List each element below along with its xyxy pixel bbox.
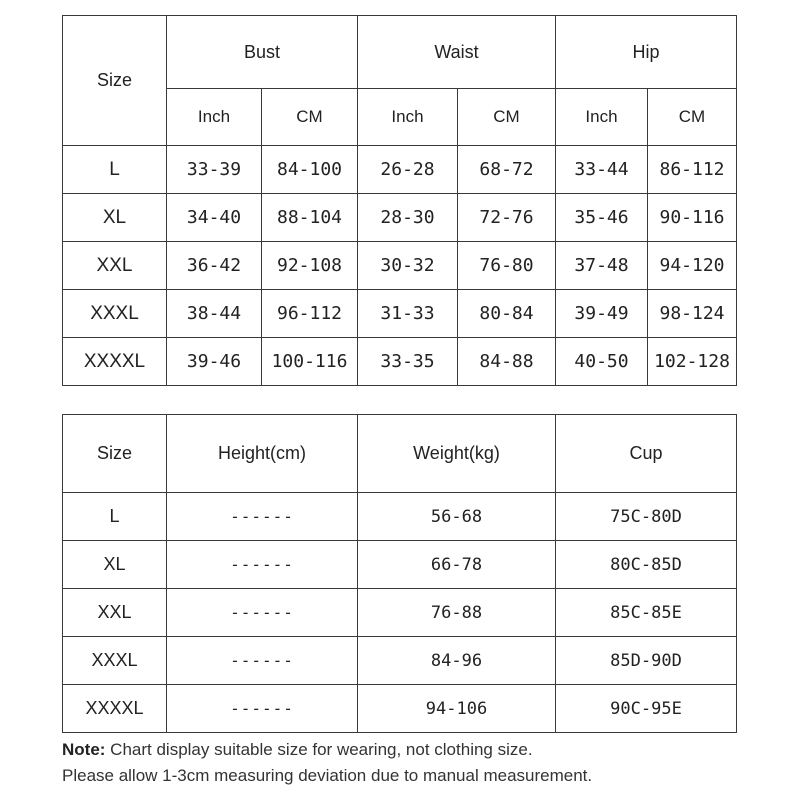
measurement-size-table (62, 15, 737, 386)
cup-cell: 85C-85E (556, 589, 737, 637)
table-row (63, 194, 737, 242)
bust-inch-cell: 33-39 (167, 146, 262, 194)
note-line-1 (62, 740, 533, 760)
table-row (63, 242, 737, 290)
size-cell: XXXXL (63, 338, 167, 386)
height-cell: ------ (167, 541, 358, 589)
waist-cm-cell: 68-72 (458, 146, 556, 194)
waist-cm-cell: 76-80 (458, 242, 556, 290)
bust-inch-cell: 34-40 (167, 194, 262, 242)
weight-column-header: Weight(kg) (358, 415, 556, 493)
table-row (63, 290, 737, 338)
note-text: Chart display suitable size for wearing, not clothing size. (105, 740, 533, 759)
bust-group-header: Bust (167, 16, 358, 89)
cup-cell: 75C-80D (556, 493, 737, 541)
waist-inch-cell: 26-28 (358, 146, 458, 194)
waist-cm-header: CM (458, 89, 556, 146)
size-cell: XXXL (63, 290, 167, 338)
hip-inch-cell: 33-44 (556, 146, 648, 194)
hip-cm-cell: 94-120 (648, 242, 737, 290)
size-cell: XXL (63, 589, 167, 637)
cup-cell: 80C-85D (556, 541, 737, 589)
note-label: Note: (62, 740, 106, 759)
waist-inch-cell: 33-35 (358, 338, 458, 386)
size-cell: L (63, 146, 167, 194)
waist-cm-cell: 80-84 (458, 290, 556, 338)
hip-cm-header: CM (648, 89, 737, 146)
table-header-row (63, 16, 737, 89)
weight-cell: 76-88 (358, 589, 556, 637)
hip-cm-cell: 102-128 (648, 338, 737, 386)
table-header-row (63, 415, 737, 493)
table-row (63, 685, 737, 733)
note-line-2: Please allow 1-3cm measuring deviation due to manual measurement. (62, 766, 593, 785)
cup-cell: 85D-90D (556, 637, 737, 685)
height-cell: ------ (167, 685, 358, 733)
table-row (63, 493, 737, 541)
size-column-header: Size (63, 16, 167, 146)
table-row (63, 637, 737, 685)
size-cell: XXL (63, 242, 167, 290)
table-row (63, 589, 737, 637)
weight-cell: 66-78 (358, 541, 556, 589)
hip-cm-cell: 98-124 (648, 290, 737, 338)
hip-inch-cell: 40-50 (556, 338, 648, 386)
bust-cm-header: CM (262, 89, 358, 146)
bust-cm-cell: 100-116 (262, 338, 358, 386)
size-column-header: Size (63, 415, 167, 493)
table-row (63, 338, 737, 386)
weight-cell: 84-96 (358, 637, 556, 685)
height-cell: ------ (167, 493, 358, 541)
size-cell: XL (63, 541, 167, 589)
waist-cm-cell: 84-88 (458, 338, 556, 386)
bust-inch-header: Inch (167, 89, 262, 146)
size-cell: XL (63, 194, 167, 242)
table-row (63, 541, 737, 589)
waist-cm-cell: 72-76 (458, 194, 556, 242)
size-cell: XXXXL (63, 685, 167, 733)
bust-inch-cell: 38-44 (167, 290, 262, 338)
bust-cm-cell: 92-108 (262, 242, 358, 290)
bust-inch-cell: 39-46 (167, 338, 262, 386)
hip-inch-cell: 37-48 (556, 242, 648, 290)
hip-inch-cell: 35-46 (556, 194, 648, 242)
weight-cell: 94-106 (358, 685, 556, 733)
hip-cm-cell: 90-116 (648, 194, 737, 242)
cup-cell: 90C-95E (556, 685, 737, 733)
hip-cm-cell: 86-112 (648, 146, 737, 194)
waist-inch-cell: 28-30 (358, 194, 458, 242)
height-cell: ------ (167, 637, 358, 685)
cup-column-header: Cup (556, 415, 737, 493)
bust-cm-cell: 88-104 (262, 194, 358, 242)
waist-inch-cell: 31-33 (358, 290, 458, 338)
table-row (63, 146, 737, 194)
height-cell: ------ (167, 589, 358, 637)
height-column-header: Height(cm) (167, 415, 358, 493)
size-cell: XXXL (63, 637, 167, 685)
waist-inch-cell: 30-32 (358, 242, 458, 290)
waist-inch-header: Inch (358, 89, 458, 146)
bust-cm-cell: 96-112 (262, 290, 358, 338)
hip-group-header: Hip (556, 16, 737, 89)
waist-group-header: Waist (358, 16, 556, 89)
weight-cell: 56-68 (358, 493, 556, 541)
hip-inch-header: Inch (556, 89, 648, 146)
bust-cm-cell: 84-100 (262, 146, 358, 194)
bust-inch-cell: 36-42 (167, 242, 262, 290)
fit-size-table (62, 414, 737, 733)
hip-inch-cell: 39-49 (556, 290, 648, 338)
size-cell: L (63, 493, 167, 541)
